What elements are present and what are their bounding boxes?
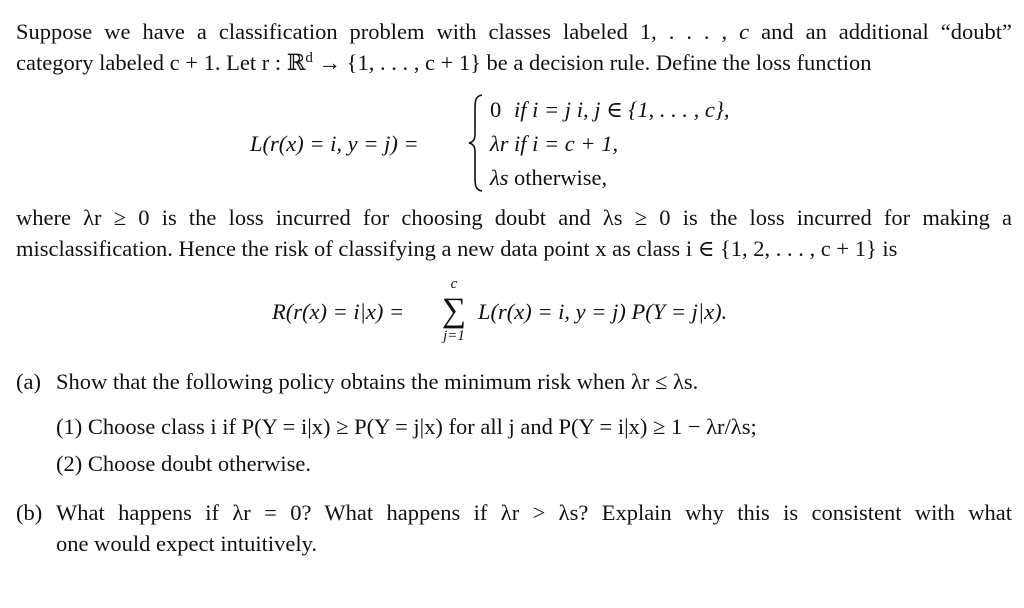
item-label: (1) (56, 414, 83, 439)
case-condition-0: if i = j i, j ∈ {1, . . . , c}, (514, 97, 730, 122)
part-a-item-2 (56, 448, 1012, 479)
intro-line-1: Suppose we have a classification problem with classes labeled 1, . . . , c and an additional “doubt” (16, 19, 1012, 44)
risk-lhs: R(r(x) = i|x) = (272, 299, 405, 324)
intro-paragraph (16, 16, 1012, 78)
part-b-line-1: What happens if λr = 0? What happens if λr > λs? Explain why this is consistent with what (56, 500, 1012, 525)
case-value-2: λs (490, 165, 509, 190)
where-line-2: misclassification. Hence the risk of classifying a new data point x as class i ∈ {1, 2, . . . , c + 1} is (16, 236, 898, 261)
risk-rhs: L(r(x) = i, y = j) P(Y = j|x). (478, 299, 728, 324)
part-b-label: (b) (16, 500, 43, 525)
item-text: Choose class i if P(Y = i|x) ≥ P(Y = j|x) for all j and P(Y = i|x) ≥ 1 − λr/λs; (87, 414, 757, 439)
sum-lower-limit: j=1 (443, 328, 465, 344)
problem-statement (16, 16, 1012, 559)
where-line-1: where λr ≥ 0 is the loss incurred for choosing doubt and λs ≥ 0 is the loss incurred for making a (16, 205, 1012, 230)
summation (436, 276, 472, 344)
where-paragraph (16, 202, 1012, 264)
case-value-0: 0 (490, 97, 502, 122)
part-b-text (56, 497, 1012, 559)
case-condition-2: otherwise, (514, 165, 608, 190)
part-a-text: Show that the following policy obtains the minimum risk when λr ≤ λs. (56, 369, 699, 394)
part-a-label: (a) (16, 369, 41, 394)
intro-line-2: category labeled c + 1. Let r : ℝ$^d$ → {1, . . . , c + 1} be a decision rule. Define the loss function (16, 50, 872, 75)
risk-equation (16, 274, 1012, 352)
sum-upper-limit: c (450, 276, 458, 292)
loss-function-lhs: L(r(x) = i, y = j) = (250, 131, 419, 156)
left-brace-icon (468, 94, 484, 192)
case-value-1: λr (490, 131, 509, 156)
case-condition-1: if i = c + 1, (514, 131, 619, 156)
part-a (16, 366, 1012, 479)
part-a-item-1 (56, 411, 1012, 442)
part-b (16, 497, 1012, 559)
item-label: (2) (56, 451, 83, 476)
sigma-icon: ∑ (441, 292, 467, 329)
item-text: Choose doubt otherwise. (87, 451, 311, 476)
part-b-line-2: one would expect intuitively. (56, 531, 317, 556)
loss-function-equation (16, 92, 1012, 198)
